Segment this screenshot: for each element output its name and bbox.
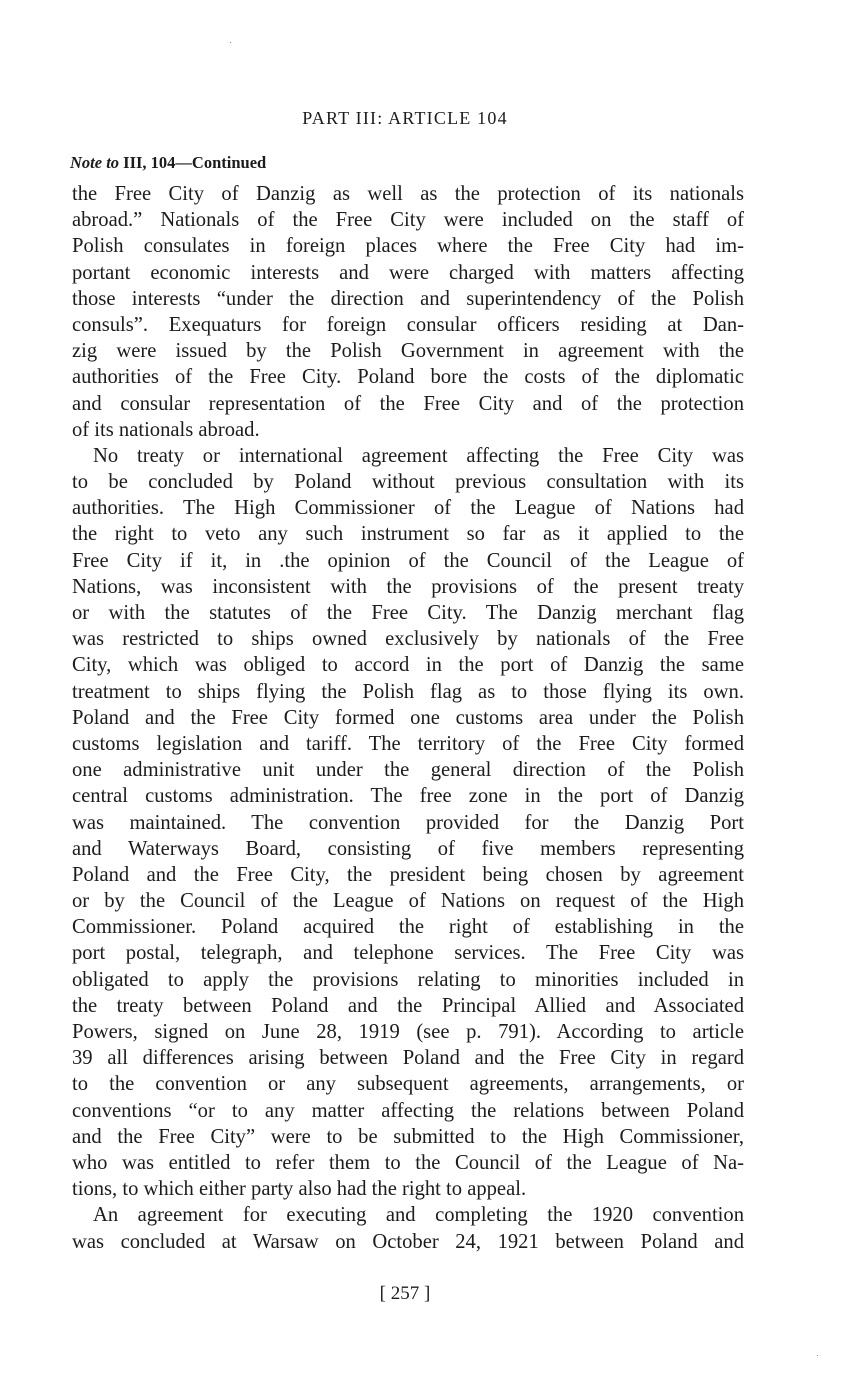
text-line: to the convention or any subsequent agreements, arrangements, or [72,1073,744,1096]
text-line: who was entitled to refer them to the Council of the League of Na- [72,1151,744,1174]
scan-speck [230,42,231,43]
text-line: Powers, signed on June 28, 1919 (see p. 791). According to article [72,1021,744,1043]
page-number: [ 257 ] [379,1283,431,1304]
text-line: No treaty or international agreement affecting the Free City was [93,444,744,467]
text-line: to be concluded by Poland without previous consultation with its [72,471,744,494]
paragraph-3 [72,1202,744,1254]
note-heading-reference: III, 104—Continued [119,153,267,172]
paragraph-2 [72,443,744,1202]
text-line: or by the Council of the League of Nations on request of the High [72,890,744,913]
text-line: obligated to apply the provisions relating to minorities included in [72,968,744,991]
text-line: authorities of the Free City. Poland bore the costs of the diplomatic [72,366,744,389]
text-line: port postal, telegraph, and telephone services. The Free City was [72,942,744,965]
note-heading [70,153,266,173]
text-line: one administrative unit under the general direction of the Polish [72,759,744,782]
text-line: Poland and the Free City formed one customs area under the Polish [72,706,744,729]
running-head: PART III: ARTICLE 104 [302,108,508,128]
text-line: Polish consulates in foreign places where the Free City had im- [72,235,744,258]
scan-speck [817,1355,818,1356]
text-line: consuls”. Exequaturs for foreign consular officers residing at Dan- [72,313,744,336]
text-line: the treaty between Poland and the Principal Allied and Associated [72,994,744,1017]
text-line: treatment to ships flying the Polish flag as to those flying its own. [72,680,744,703]
text-line: City, which was obliged to accord in the port of Danzig the same [72,654,744,677]
text-line: Commissioner. Poland acquired the right of establishing in the [72,916,744,939]
paragraph-1 [72,181,744,443]
text-line: was restricted to ships owned exclusively by nationals of the Free [72,628,744,651]
text-line: 39 all differences arising between Poland and the Free City in regard [72,1047,744,1070]
text-line: tions, to which either party also had the right to appeal. [72,1178,527,1201]
text-line: Nations, was inconsistent with the provisions of the present treaty [72,575,744,598]
text-line: and the Free City” were to be submitted to the High Commissioner, [72,1125,744,1148]
text-line: zig were issued by the Polish Government in agreement with the [72,340,744,363]
text-line: conventions “or to any matter affecting the relations between Poland [72,1099,744,1122]
text-line: was concluded at Warsaw on October 24, 1921 between Poland and [72,1230,744,1253]
text-line: and Waterways Board, consisting of five members representing [72,837,744,860]
text-line: was maintained. The convention provided for the Danzig Port [72,811,744,834]
note-heading-prefix: Note to [70,153,120,172]
text-line: An agreement for executing and completing the 1920 convention [93,1204,744,1227]
text-line: the right to veto any such instrument so far as it applied to the [72,523,744,546]
body-text [72,181,744,1255]
text-line: Poland and the Free City, the president being chosen by agreement [72,863,744,886]
text-line: and consular representation of the Free City and of the protection [72,392,744,415]
text-line: central customs administration. The free zone in the port of Danzig [72,785,744,808]
text-line: Free City if it, in .the opinion of the Council of the League of [72,549,744,572]
text-line: the Free City of Danzig as well as the protection of its nationals [72,183,744,205]
text-line: abroad.” Nationals of the Free City were included on the staff of [72,209,744,232]
text-line: portant economic interests and were charged with matters affecting [72,261,744,284]
text-line: authorities. The High Commissioner of the League of Nations had [72,497,744,520]
text-line: or with the statutes of the Free City. The Danzig merchant flag [72,602,744,624]
text-line: customs legislation and tariff. The territory of the Free City formed [72,732,744,755]
text-line: those interests “under the direction and superintendency of the Polish [72,287,744,310]
text-line: of its nationals abroad. [72,418,260,441]
